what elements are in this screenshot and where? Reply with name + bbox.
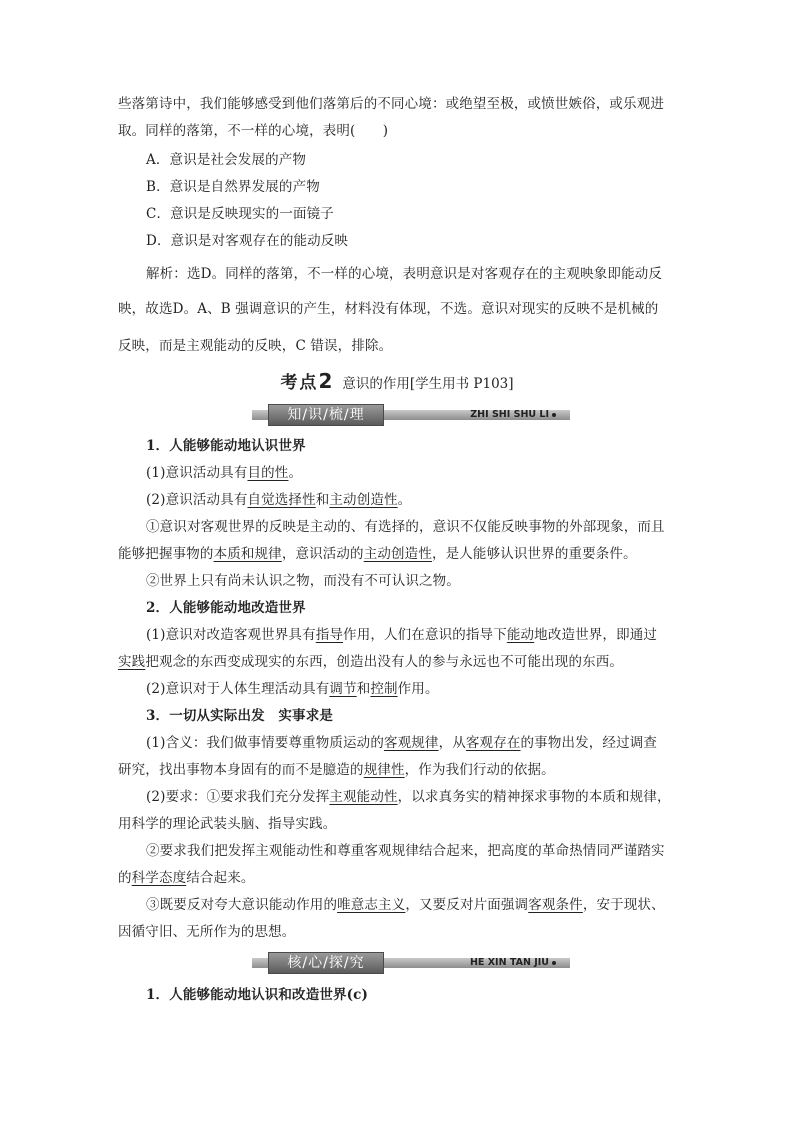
section-label: 考点 — [280, 373, 319, 393]
answer-blank: 客观存在 — [465, 735, 521, 751]
k3-p1-line-2: 研究，找出事物本身固有的而不是臆造的规律性，作为我们行动的依据。 — [118, 762, 555, 778]
banner-caption — [470, 407, 556, 423]
section-title — [0, 368, 794, 393]
k3-p1-line-1: (1)含义：我们做事情要尊重物质运动的客观规律，从客观存在的事物出发，经过调查 — [146, 735, 658, 751]
k2-p1-line-2: 实践把观念的东西变成现实的东西，创造出没有人的参与永远也不可能出现的东西。 — [118, 654, 624, 670]
banner-label: 核/心/探/究 — [268, 952, 384, 974]
answer-blank: 客观规律 — [383, 735, 439, 751]
k1-p1: (1)意识活动具有目的性。 — [146, 465, 303, 481]
answer-blank: 主动创造性 — [363, 546, 432, 562]
k2-p1-line-1: (1)意识对改造客观世界具有指导作用，人们在意识的指导下能动地改造世界，即通过 — [146, 627, 658, 643]
bullet-dot-icon — [552, 961, 556, 965]
answer-blank: 指导 — [315, 627, 344, 643]
k3-p2-line-2: 用科学的理论武装头脑、指导实践。 — [118, 816, 337, 832]
option-d: D．意识是对客观存在的能动反映 — [146, 233, 349, 249]
k1-p2: (2)意识活动具有自觉选择性和主动创造性。 — [146, 492, 412, 508]
analysis-line-3: 反映，而是主观能动的反映，C 错误，排除。 — [118, 338, 393, 354]
banner-core — [252, 952, 570, 974]
answer-blank: 控制 — [370, 681, 398, 697]
banner-caption — [470, 955, 556, 971]
answer-blank: 规律性 — [363, 762, 405, 778]
k2-heading: 2．人能够能动地改造世界 — [146, 600, 306, 616]
k3-p4-line-2: 因循守旧、无所作为的思想。 — [118, 924, 296, 940]
answer-blank: 客观条件 — [528, 897, 583, 913]
k3-p3-line-1: ②要求我们把发挥主观能动性和尊重客观规律结合起来，把高度的革命热情同严谨踏实 — [146, 843, 665, 859]
banner-caption-text: HE XIN TAN JIU — [469, 957, 549, 968]
k3-p4-line-1: ③既要反对夸大意识能动作用的唯意志主义，又要反对片面强调客观条件，安于现状、 — [146, 897, 665, 913]
section-title-text: 意识的作用[学生用书 P103] — [342, 376, 514, 392]
option-a: A．意识是社会发展的产物 — [146, 152, 307, 168]
answer-blank: 科学态度 — [131, 870, 187, 886]
k1-heading: 1．人能够能动地认识世界 — [146, 438, 306, 454]
k1-p3-line-1: ①意识对客观世界的反映是主动的、有选择的，意识不仅能反映事物的外部现象，而且 — [146, 519, 665, 535]
answer-blank: 自觉选择性 — [247, 492, 316, 508]
answer-blank: 目的性 — [247, 465, 289, 481]
question-text-line-2: 取。同样的落第，不一样的心境，表明( ) — [118, 123, 389, 139]
analysis-line-2: 映，故选D。A、B 强调意识的产生，材料没有体现，不选。意识对现实的反映不是机械的 — [118, 301, 659, 317]
banner-knowledge — [252, 404, 570, 426]
section-number: 2 — [318, 369, 333, 393]
analysis-line-1: 解析：选D。同样的落第，不一样的心境，表明意识是对客观存在的主观映象即能动反 — [146, 266, 663, 282]
answer-blank: 主动创造性 — [329, 492, 398, 508]
k3-p2-line-1: (2)要求：①要求我们充分发挥主观能动性，以求真务实的精神探求事物的本质和规律， — [146, 789, 671, 805]
answer-blank: 主观能动性 — [329, 789, 398, 805]
question-text-line-1: 些落第诗中，我们能够感受到他们落第后的不同心境：或绝望至极，或愤世嫉俗，或乐观进 — [118, 96, 664, 112]
k3-p3-line-2: 的科学态度结合起来。 — [118, 870, 255, 886]
answer-blank: 唯意志主义 — [337, 897, 406, 913]
banner-caption-text: ZHI SHI SHU LI — [470, 409, 549, 420]
core-heading: 1．人能够能动地认识和改造世界(c) — [146, 987, 369, 1003]
k2-p2: (2)意识对于人体生理活动具有调节和控制作用。 — [146, 681, 439, 697]
answer-blank: 本质和规律 — [213, 546, 282, 562]
option-c: C．意识是反映现实的一面镜子 — [146, 206, 334, 222]
k1-p4: ②世界上只有尚未认识之物，而没有不可认识之物。 — [146, 573, 460, 589]
answer-blank: 实践 — [118, 654, 146, 670]
answer-blank: 调节 — [329, 681, 357, 697]
k3-heading: 3．一切从实际出发 实事求是 — [146, 708, 333, 724]
answer-blank: 能动 — [506, 627, 535, 643]
banner-label: 知/识/梳/理 — [268, 404, 384, 426]
bullet-dot-icon — [552, 413, 556, 417]
option-b: B．意识是自然界发展的产物 — [146, 179, 320, 195]
k1-p3-line-2: 能够把握事物的本质和规律，意识活动的主动创造性，是人能够认识世界的重要条件。 — [118, 546, 637, 562]
